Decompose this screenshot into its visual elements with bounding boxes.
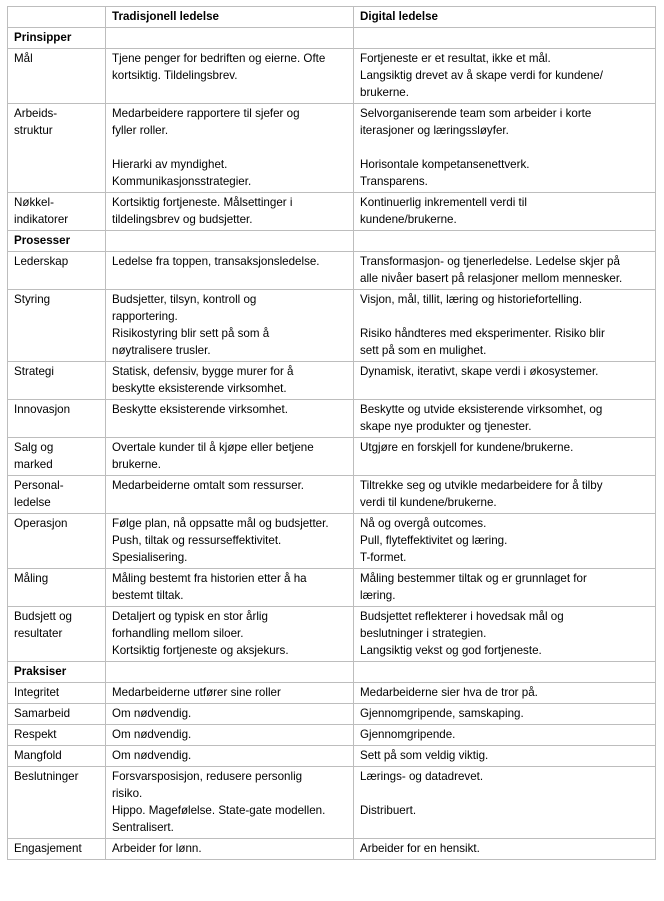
cell-line: Budsjettet reflekterer i hovedsak mål og [360,610,564,623]
digital-cell [354,49,656,104]
blank-line [360,785,650,802]
cell-line: Salg og [14,441,54,454]
table-row [8,704,656,725]
traditional-cell [106,839,354,860]
cell-line: Detaljert og typisk en stor årlig [112,610,268,623]
digital-cell [354,476,656,514]
cell-line: Personal- [14,479,64,492]
table-row [8,290,656,362]
cell-line: beslutninger i strategien. [360,627,487,640]
cell-line: Risiko håndteres med eksperimenter. Risiko blir [360,327,605,340]
cell-line: Push, tiltak og ressurseffektivitet. [112,534,282,547]
row-label-cell [8,746,106,767]
section-empty-cell [354,231,656,252]
table-row [8,49,656,104]
cell-line: Hippo. Magefølelse. State-gate modellen. [112,804,326,817]
header-row [8,7,656,28]
cell-line: Om nødvendig. [112,707,192,720]
digital-cell [354,704,656,725]
row-label-cell [8,49,106,104]
cell-line: Arbeider for lønn. [112,842,202,855]
cell-line: brukerne. [360,86,409,99]
row-label-cell [8,476,106,514]
cell-line: marked [14,458,53,471]
table-body [8,28,656,860]
table-row [8,607,656,662]
cell-line: Måling [14,572,49,585]
row-label-cell [8,290,106,362]
table-row [8,400,656,438]
cell-line: Distribuert. [360,804,417,817]
traditional-cell [106,607,354,662]
digital-cell [354,683,656,704]
cell-line: risiko. [112,787,143,800]
cell-line: Sentralisert. [112,821,174,834]
blank-line [360,139,650,156]
cell-line: Budsjetter, tilsyn, kontroll og [112,293,257,306]
cell-line: indikatorer [14,213,69,226]
row-label-cell [8,607,106,662]
section-row [8,231,656,252]
cell-line: Statisk, defensiv, bygge murer for å [112,365,294,378]
table-row [8,438,656,476]
cell-line: Måling bestemt fra historien etter å ha [112,572,307,585]
digital-cell [354,290,656,362]
digital-cell [354,767,656,839]
cell-line: Om nødvendig. [112,749,192,762]
traditional-cell [106,362,354,400]
cell-line: Beskytte eksisterende virksomhet. [112,403,288,416]
traditional-cell [106,569,354,607]
cell-line: Følge plan, nå oppsatte mål og budsjetter. [112,517,329,530]
cell-line: Nøkkel- [14,196,54,209]
row-label-cell [8,104,106,193]
cell-line: Medarbeiderne utfører sine roller [112,686,281,699]
header-corner-cell [8,7,106,28]
cell-line: Arbeids- [14,107,58,120]
cell-line: Medarbeidere rapportere til sjefer og [112,107,300,120]
table-row [8,362,656,400]
section-empty-cell [354,28,656,49]
section-empty-cell [106,662,354,683]
cell-line: Overtale kunder til å kjøpe eller betjene [112,441,314,454]
table-row [8,476,656,514]
section-label: Praksiser [8,662,106,683]
section-empty-cell [106,28,354,49]
digital-cell [354,438,656,476]
blank-line [112,139,348,156]
section-row [8,28,656,49]
traditional-cell [106,704,354,725]
traditional-cell [106,104,354,193]
cell-line: Utgjøre en forskjell for kundene/brukerne. [360,441,574,454]
cell-line: forhandling mellom siloer. [112,627,244,640]
cell-line: Langsiktig vekst og god fortjeneste. [360,644,542,657]
digital-cell [354,746,656,767]
table-row [8,514,656,569]
digital-cell [354,193,656,231]
row-label-cell [8,767,106,839]
cell-line: Langsiktig drevet av å skape verdi for kundene/ [360,69,603,82]
traditional-cell [106,252,354,290]
traditional-cell [106,683,354,704]
cell-line: Forsvarsposisjon, redusere personlig [112,770,303,783]
cell-line: Mangfold [14,749,62,762]
cell-line: Operasjon [14,517,68,530]
digital-cell [354,362,656,400]
cell-line: læring. [360,589,396,602]
traditional-cell [106,746,354,767]
row-label-cell [8,839,106,860]
header-traditional: Tradisjonell ledelse [106,7,354,28]
cell-line: Integritet [14,686,60,699]
cell-line: Gjennomgripende, samskaping. [360,707,524,720]
traditional-cell [106,193,354,231]
cell-line: iterasjoner og læringssløyfer. [360,124,509,137]
cell-line: Kortsiktig fortjeneste og aksjekurs. [112,644,289,657]
cell-line: struktur [14,124,53,137]
cell-line: Kortsiktig fortjeneste. Målsettinger i [112,196,293,209]
cell-line: Hierarki av myndighet. [112,158,228,171]
section-empty-cell [354,662,656,683]
table-row [8,767,656,839]
cell-line: bestemt tiltak. [112,589,184,602]
cell-line: Risikostyring blir sett på som å [112,327,270,340]
traditional-cell [106,438,354,476]
cell-line: Styring [14,293,51,306]
cell-line: Engasjement [14,842,82,855]
cell-line: kundene/brukerne. [360,213,457,226]
cell-line: resultater [14,627,63,640]
cell-line: Samarbeid [14,707,71,720]
document-page [7,6,656,860]
table-row [8,839,656,860]
cell-line: Selvorganiserende team som arbeider i korte [360,107,592,120]
cell-line: beskytte eksisterende virksomhet. [112,382,287,395]
cell-line: ledelse [14,496,51,509]
section-label: Prosesser [8,231,106,252]
cell-line: kortsiktig. Tildelingsbrev. [112,69,238,82]
row-label-cell [8,514,106,569]
digital-cell [354,252,656,290]
digital-cell [354,725,656,746]
cell-line: Tiltrekke seg og utvikle medarbeidere for å tilby [360,479,603,492]
blank-line [360,308,650,325]
cell-line: Sett på som veldig viktig. [360,749,489,762]
row-label-cell [8,725,106,746]
cell-line: Kommunikasjonsstrategier. [112,175,252,188]
cell-line: Lærings- og datadrevet. [360,770,484,783]
traditional-cell [106,400,354,438]
cell-line: Ledelse fra toppen, transaksjonsledelse. [112,255,320,268]
digital-cell [354,569,656,607]
row-label-cell [8,438,106,476]
cell-line: Visjon, mål, tillit, læring og historiefortelling. [360,293,583,306]
cell-line: Lederskap [14,255,69,268]
cell-line: Innovasjon [14,403,71,416]
traditional-cell [106,725,354,746]
cell-line: Kontinuerlig inkrementell verdi til [360,196,527,209]
cell-line: sett på som en mulighet. [360,344,487,357]
traditional-cell [106,476,354,514]
cell-line: Tjene penger for bedriften og eierne. Ofte [112,52,326,65]
traditional-cell [106,767,354,839]
cell-line: Mål [14,52,33,65]
cell-line: verdi til kundene/brukerne. [360,496,497,509]
table-row [8,683,656,704]
section-empty-cell [106,231,354,252]
table-row [8,193,656,231]
cell-line: Pull, flyteffektivitet og læring. [360,534,508,547]
cell-line: skape nye produkter og tjenester. [360,420,532,433]
cell-line: Transformasjon- og tjenerledelse. Ledelse skjer på [360,255,620,268]
cell-line: Beskytte og utvide eksisterende virksomhet, og [360,403,603,416]
digital-cell [354,400,656,438]
cell-line: Respekt [14,728,57,741]
cell-line: Fortjeneste er et resultat, ikke et mål. [360,52,551,65]
row-label-cell [8,683,106,704]
cell-line: Transparens. [360,175,428,188]
section-row [8,662,656,683]
cell-line: Spesialisering. [112,551,188,564]
header-digital: Digital ledelse [354,7,656,28]
traditional-cell [106,290,354,362]
digital-cell [354,104,656,193]
cell-line: Om nødvendig. [112,728,192,741]
cell-line: Nå og overgå outcomes. [360,517,487,530]
digital-cell [354,607,656,662]
digital-cell [354,514,656,569]
row-label-cell [8,362,106,400]
table-row [8,252,656,290]
cell-line: Dynamisk, iterativt, skape verdi i økosystemer. [360,365,599,378]
cell-line: Strategi [14,365,54,378]
cell-line: tildelingsbrev og budsjetter. [112,213,253,226]
cell-line: Budsjett og [14,610,73,623]
cell-line: alle nivåer basert på relasjoner mellom mennesker. [360,272,623,285]
cell-line: Horisontale kompetansenettverk. [360,158,530,171]
table-row [8,746,656,767]
table-row [8,725,656,746]
row-label-cell [8,400,106,438]
cell-line: fyller roller. [112,124,169,137]
table-row [8,569,656,607]
digital-cell [354,839,656,860]
cell-line: rapportering. [112,310,178,323]
row-label-cell [8,252,106,290]
cell-line: brukerne. [112,458,161,471]
traditional-cell [106,49,354,104]
row-label-cell [8,569,106,607]
table-row [8,104,656,193]
cell-line: Arbeider for en hensikt. [360,842,480,855]
cell-line: Gjennomgripende. [360,728,456,741]
cell-line: Måling bestemmer tiltak og er grunnlaget for [360,572,587,585]
cell-line: Beslutninger [14,770,79,783]
section-label: Prinsipper [8,28,106,49]
comparison-table [7,6,656,860]
row-label-cell [8,193,106,231]
cell-line: Medarbeiderne omtalt som ressurser. [112,479,305,492]
row-label-cell [8,704,106,725]
cell-line: nøytralisere trusler. [112,344,211,357]
cell-line: Medarbeiderne sier hva de tror på. [360,686,538,699]
traditional-cell [106,514,354,569]
cell-line: T-formet. [360,551,407,564]
